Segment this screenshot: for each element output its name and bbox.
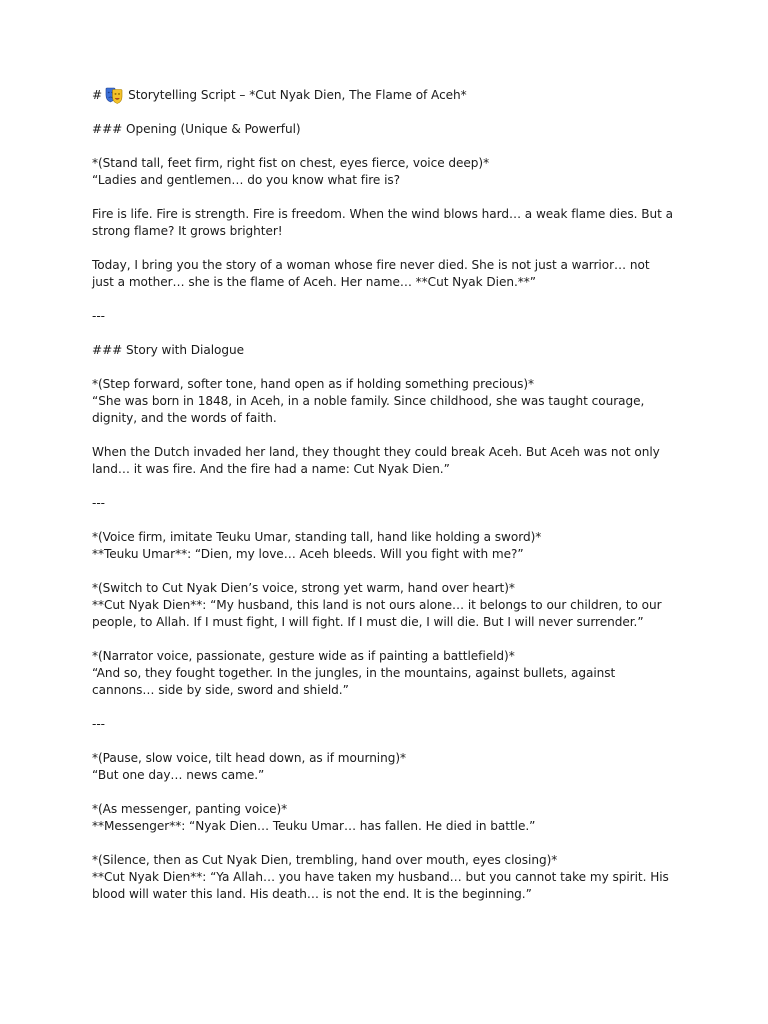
text-line: *(Stand tall, feet firm, right fist on chest, eyes fierce, voice deep)* xyxy=(92,156,490,170)
text-line: Today, I bring you the story of a woman whose fire never died. She is not just a warrior… not xyxy=(92,258,650,272)
title-prefix: # xyxy=(92,88,103,102)
story-paragraph-5 xyxy=(92,648,692,699)
story-paragraph-1 xyxy=(92,376,692,427)
text-line: *(Narrator voice, passionate, gesture wide as if painting a battlefield)* xyxy=(92,649,515,663)
text-line: **Cut Nyak Dien**: “My husband, this land is not ours alone… it belongs to our children, to our xyxy=(92,598,662,612)
text-line: cannons… side by side, sword and shield.” xyxy=(92,683,349,697)
document-title xyxy=(92,87,692,104)
text-line: land… it was fire. And the fire had a name: Cut Nyak Dien.” xyxy=(92,462,450,476)
text-line: “Ladies and gentlemen… do you know what fire is? xyxy=(92,173,401,187)
text-line: people, to Allah. If I must fight, I will fight. If I must die, I will die. But I will never surrender.” xyxy=(92,615,644,629)
text-line: dignity, and the words of faith. xyxy=(92,411,277,425)
separator: --- xyxy=(92,717,105,731)
story-paragraph-2 xyxy=(92,444,692,478)
text-line: *(Voice firm, imitate Teuku Umar, standing tall, hand like holding a sword)* xyxy=(92,530,542,544)
story-paragraph-3 xyxy=(92,529,692,563)
opening-heading: ### Opening (Unique & Powerful) xyxy=(92,122,301,136)
story-paragraph-6 xyxy=(92,750,692,784)
text-line: *(Pause, slow voice, tilt head down, as if mourning)* xyxy=(92,751,407,765)
title-text: Storytelling Script – *Cut Nyak Dien, The Flame of Aceh* xyxy=(128,88,467,102)
text-line: *(Silence, then as Cut Nyak Dien, trembling, hand over mouth, eyes closing)* xyxy=(92,853,558,867)
text-line: “But one day… news came.” xyxy=(92,768,265,782)
text-line: When the Dutch invaded her land, they thought they could break Aceh. But Aceh was not only xyxy=(92,445,660,459)
text-line: strong flame? It grows brighter! xyxy=(92,224,283,238)
story-paragraph-7 xyxy=(92,801,692,835)
story-heading: ### Story with Dialogue xyxy=(92,343,245,357)
performing-arts-icon xyxy=(105,87,123,104)
opening-paragraph-2 xyxy=(92,206,692,240)
story-paragraph-4 xyxy=(92,580,692,631)
text-line: *(Step forward, softer tone, hand open as if holding something precious)* xyxy=(92,377,535,391)
opening-paragraph-3 xyxy=(92,257,692,291)
opening-paragraph-1 xyxy=(92,155,692,189)
story-paragraph-8 xyxy=(92,852,692,903)
text-line: “She was born in 1848, in Aceh, in a noble family. Since childhood, she was taught courage, xyxy=(92,394,645,408)
text-line: Fire is life. Fire is strength. Fire is freedom. When the wind blows hard… a weak flame dies. But a xyxy=(92,207,673,221)
document-body xyxy=(92,87,692,920)
text-line: **Cut Nyak Dien**: “Ya Allah… you have taken my husband… but you cannot take my spirit. His xyxy=(92,870,669,884)
text-line: **Messenger**: “Nyak Dien… Teuku Umar… has fallen. He died in battle.” xyxy=(92,819,536,833)
text-line: blood will water this land. His death… is not the end. It is the beginning.” xyxy=(92,887,532,901)
text-line: *(Switch to Cut Nyak Dien’s voice, strong yet warm, hand over heart)* xyxy=(92,581,515,595)
text-line: **Teuku Umar**: “Dien, my love… Aceh bleeds. Will you fight with me?” xyxy=(92,547,524,561)
text-line: just a mother… she is the flame of Aceh. Her name… **Cut Nyak Dien.**” xyxy=(92,275,536,289)
text-line: *(As messenger, panting voice)* xyxy=(92,802,288,816)
separator: --- xyxy=(92,309,105,323)
separator: --- xyxy=(92,496,105,510)
text-line: “And so, they fought together. In the jungles, in the mountains, against bullets, against xyxy=(92,666,616,680)
